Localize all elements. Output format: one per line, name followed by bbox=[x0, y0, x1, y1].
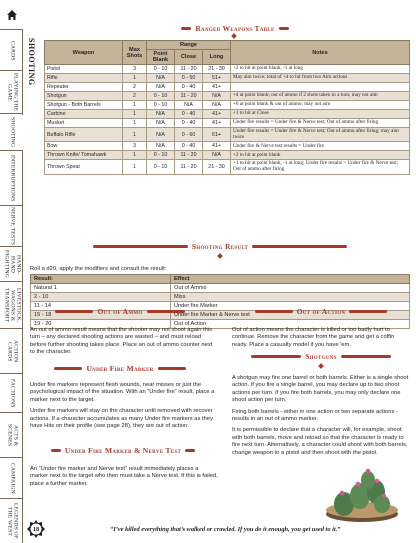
under-fire-heading: Under Fire Marker bbox=[30, 362, 210, 374]
point-blank-cell: N/A bbox=[147, 119, 175, 128]
col-weapon: Weapon bbox=[45, 41, 123, 65]
heading-ornament bbox=[319, 364, 323, 368]
effect-cell: Miss bbox=[171, 293, 410, 302]
weapon-row bbox=[45, 74, 410, 83]
long-cell: 41+ bbox=[203, 142, 231, 151]
max-shots-cell: 2 bbox=[123, 83, 147, 92]
under-fire-text: Under fire markers represent flesh wounds, near misses or just the psychological impact of the situation. With an “Under fire” result, place a marker next to the target. Under fire markers will stay on the character until removed with recover actions. If a character accumulates as many Under fire markers as they have Hits on their profile (see page 28), they are out of action. bbox=[30, 382, 215, 430]
weapon-row bbox=[45, 119, 410, 128]
notes-cell: May aim twice; total of +4 to hit from two Aim actions bbox=[231, 74, 410, 83]
result-cell: 2 - 10 bbox=[31, 293, 171, 302]
shooting-result-table bbox=[30, 274, 410, 329]
long-cell: 41+ bbox=[203, 83, 231, 92]
weapon-name: Repeater bbox=[45, 83, 123, 92]
section-label: SHOOTING bbox=[27, 38, 36, 86]
point-blank-cell: N/A bbox=[147, 74, 175, 83]
point-blank-cell: 0 - 10 bbox=[147, 151, 175, 160]
weapon-name: Rifle bbox=[45, 74, 123, 83]
max-shots-cell: 3 bbox=[123, 142, 147, 151]
weapon-row bbox=[45, 65, 410, 74]
close-cell: 0 - 60 bbox=[175, 128, 203, 142]
close-cell: 11 - 20 bbox=[175, 160, 203, 174]
point-blank-cell: N/A bbox=[147, 110, 175, 119]
col-result: Result: bbox=[31, 275, 171, 284]
shotguns-heading: Shotguns bbox=[232, 350, 410, 362]
notes-cell: Under fire results = Under fire & Nerve test; Out of ammo after firing bbox=[231, 119, 410, 128]
effect-cell: Out of Ammo bbox=[171, 284, 410, 293]
weapon-row bbox=[45, 101, 410, 110]
cactus-miniature-image bbox=[322, 462, 406, 524]
out-of-ammo-text: An out of ammo result means that the shooter may not shoot again this turn – any declared shooting actions are wasted – and must reload before further shooting takes place. Place an out of ammo counter next to the character. bbox=[30, 327, 213, 356]
long-cell: 21 - 30 bbox=[203, 65, 231, 74]
long-cell: N/A bbox=[203, 151, 231, 160]
max-shots-cell: 1 bbox=[123, 74, 147, 83]
close-cell: 0 - 40 bbox=[175, 83, 203, 92]
max-shots-cell: 3 bbox=[123, 65, 147, 74]
result-intro: Roll a d20, apply the modifiers and consult the result: bbox=[30, 266, 167, 272]
under-fire-nerve-test-text: An “Under fire marker and Nerve test” result immediately places a marker next to the target who then must take a Nerve test. If this is failed, place a further marker. bbox=[30, 466, 218, 487]
side-tab-livestock-wagons[interactable]: LIVESTOCK, WAGONS & TRANSPORT bbox=[0, 283, 23, 329]
weapon-name: Thrown Spear bbox=[45, 160, 123, 174]
result-row bbox=[31, 284, 410, 293]
weapon-name: Shotgun - Both Barrels bbox=[45, 101, 123, 110]
max-shots-cell: 1 bbox=[123, 110, 147, 119]
close-cell: 0 - 40 bbox=[175, 142, 203, 151]
effect-cell: Under fire Marker bbox=[171, 302, 410, 311]
col-point-blank: Point Blank bbox=[147, 50, 175, 65]
home-tab[interactable] bbox=[0, 0, 23, 30]
result-cell: Natural 1 bbox=[31, 284, 171, 293]
col-max-shots: Max Shots bbox=[123, 41, 147, 65]
shotguns-text: A shotgun may fire one barrel or both barrels. Either is a single shoot action. If you fire a single barrel, you may declare up to two shoot actions per turn. If you fire both barrels, you may only declare one shoot action per turn. Firing both barrels - either in one action or two separate actions - results in an out of ammo marker. It is permissible to declare that a character will, for example, shoot with both barrels, move and reload so that the character is ready to fire next turn. Alternatively, a character could shoot with both barrels, change weapon to a pistol and then shoot with the pistol. bbox=[232, 375, 409, 456]
max-shots-cell: 1 bbox=[123, 151, 147, 160]
point-blank-cell: 0 - 10 bbox=[147, 92, 175, 101]
result-row bbox=[31, 293, 410, 302]
col-close: Close bbox=[175, 50, 203, 65]
weapon-row bbox=[45, 160, 410, 174]
footer-quote: “I’ve killed everything that’s walked or crawled. If you do it enough, you get used to it.” bbox=[110, 526, 341, 533]
weapon-name: Carbine bbox=[45, 110, 123, 119]
point-blank-cell: N/A bbox=[147, 83, 175, 92]
close-cell: 11 - 20 bbox=[175, 92, 203, 101]
col-effect: Effect bbox=[171, 275, 410, 284]
notes-cell: +1 to hit at Close bbox=[231, 110, 410, 119]
notes-cell bbox=[231, 83, 410, 92]
out-of-ammo-heading: Out of Ammo bbox=[30, 305, 210, 317]
close-cell: 0 - 40 bbox=[175, 110, 203, 119]
page-number: 18 bbox=[32, 525, 40, 533]
side-tab-playing-the-game[interactable]: PLAYING THE GAME bbox=[0, 72, 23, 114]
ranged-weapons-table bbox=[44, 40, 410, 175]
weapon-name: Musket bbox=[45, 119, 123, 128]
side-tab-shooting[interactable]: SHOOTING bbox=[0, 115, 23, 151]
max-shots-cell: 1 bbox=[123, 128, 147, 142]
under-fire-nerve-test-heading: Under Fire Marker & Nerve Test bbox=[30, 444, 216, 456]
notes-cell: +6 at point blank & out of ammo; may not aim bbox=[231, 101, 410, 110]
out-of-action-text: Out of action means the character is killed or too badly hurt to continue. Remove the character from the game and get a coffin ready. Place a casualty model if you have 'em. bbox=[232, 327, 395, 348]
point-blank-cell: 0 - 10 bbox=[147, 101, 175, 110]
long-cell: 41+ bbox=[203, 119, 231, 128]
weapon-row bbox=[45, 110, 410, 119]
page-number-badge bbox=[27, 520, 45, 538]
notes-cell: +2 to hit at point blank, -1 at long bbox=[231, 65, 410, 74]
result-cell: 19 - 20 bbox=[31, 320, 171, 329]
point-blank-cell: 0 - 10 bbox=[147, 160, 175, 174]
notes-cell: +4 at point blank; out of ammo if 2 shots taken in a turn; may not aim bbox=[231, 92, 410, 101]
side-tab-action-cards[interactable]: ACTION CARDS bbox=[0, 330, 23, 374]
out-of-action-heading: Out of Action bbox=[232, 305, 410, 317]
point-blank-cell: N/A bbox=[147, 142, 175, 151]
close-cell: N/A bbox=[175, 101, 203, 110]
home-icon bbox=[5, 8, 19, 22]
long-cell: 21 - 30 bbox=[203, 160, 231, 174]
close-cell: 0 - 40 bbox=[175, 119, 203, 128]
col-notes: Notes bbox=[231, 41, 410, 65]
col-long: Long bbox=[203, 50, 231, 65]
weapon-row bbox=[45, 151, 410, 160]
long-cell: 51+ bbox=[203, 74, 231, 83]
weapon-name: Bow bbox=[45, 142, 123, 151]
weapon-row bbox=[45, 142, 410, 151]
col-range: Range bbox=[147, 41, 231, 50]
point-blank-cell: 0 - 10 bbox=[147, 65, 175, 74]
weapon-name: Thrown Knife/ Tomahawk bbox=[45, 151, 123, 160]
weapon-row bbox=[45, 92, 410, 101]
notes-cell: Under fire & Nerve test results = Under fire bbox=[231, 142, 410, 151]
heading-ornament bbox=[218, 254, 222, 258]
weapon-name: Buffalo Rifle bbox=[45, 128, 123, 142]
shooting-result-heading: Shooting Result bbox=[70, 240, 370, 252]
weapon-row bbox=[45, 83, 410, 92]
side-tab-campaign[interactable]: CAMPAIGN bbox=[0, 459, 23, 499]
heading-ornament bbox=[232, 34, 236, 38]
long-cell: N/A bbox=[203, 92, 231, 101]
long-cell: 61+ bbox=[203, 128, 231, 142]
max-shots-cell: 1 bbox=[123, 119, 147, 128]
notes-cell: +2 to hit at point blank bbox=[231, 151, 410, 160]
max-shots-cell: 1 bbox=[123, 101, 147, 110]
point-blank-cell: N/A bbox=[147, 128, 175, 142]
notes-cell: Under fire results = Under fire & Nerve test; Out of ammo after firing; may aim twice bbox=[231, 128, 410, 142]
side-tab-strip bbox=[0, 0, 23, 543]
side-tab-nerve-tests[interactable]: NERVE TESTS bbox=[0, 207, 23, 247]
long-cell: 41+ bbox=[203, 110, 231, 119]
result-cell: 11 - 14 bbox=[31, 302, 171, 311]
side-tab-cards[interactable]: CARDS bbox=[0, 31, 23, 71]
long-cell: N/A bbox=[203, 101, 231, 110]
weapon-row bbox=[45, 128, 410, 142]
close-cell: 11 - 20 bbox=[175, 151, 203, 160]
side-tab-hand-hand-fighting[interactable]: HAND-HAND FIGHTING bbox=[0, 248, 23, 282]
effect-cell: Under fire Marker & Nerve test bbox=[171, 311, 410, 320]
close-cell: 11 - 20 bbox=[175, 65, 203, 74]
side-tab-legends-of-the-west[interactable]: LEGENDS OF THE WEST bbox=[6, 503, 19, 540]
weapon-name: Shotgun bbox=[45, 92, 123, 101]
close-cell: 0 - 50 bbox=[175, 74, 203, 83]
side-tab-interruptions[interactable]: INTERRUPTIONS bbox=[0, 152, 23, 206]
ranged-weapons-heading: Ranged Weapons Table bbox=[150, 22, 320, 34]
result-cell: 15 - 18 bbox=[31, 311, 171, 320]
side-tab-acts-scenes[interactable]: ACTS & SCENES bbox=[0, 414, 23, 458]
side-tab-factions[interactable]: FACTIONS bbox=[0, 375, 23, 413]
max-shots-cell: 1 bbox=[123, 160, 147, 174]
weapon-name: Pistol bbox=[45, 65, 123, 74]
notes-cell: +1 to hit at point blank, -1 at long; Under fire results = Under fire & Nerve test; Out of ammo after firing bbox=[231, 160, 410, 174]
effect-cell: Out of Action bbox=[171, 320, 410, 329]
max-shots-cell: 2 bbox=[123, 92, 147, 101]
